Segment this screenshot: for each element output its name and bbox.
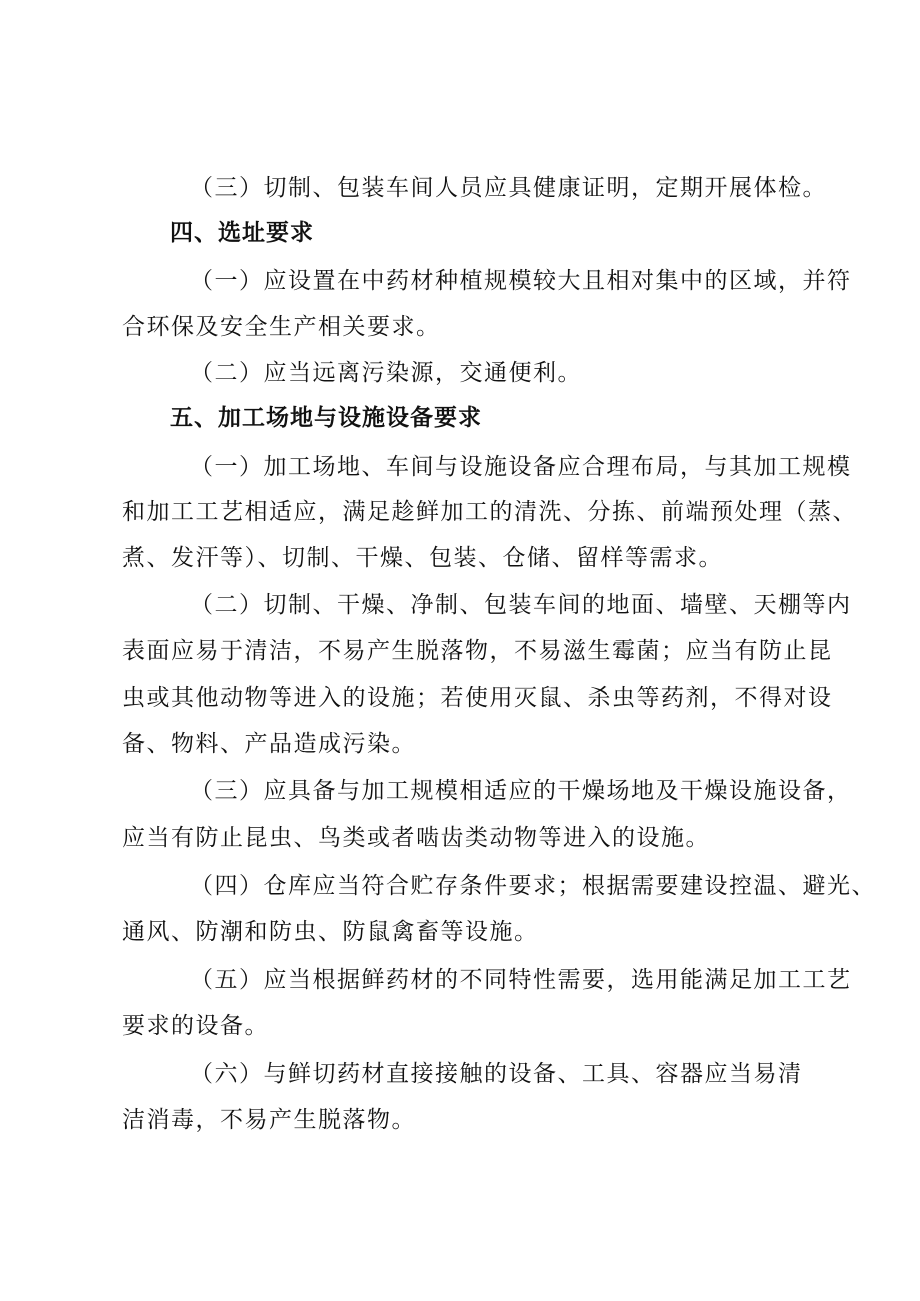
- section-heading-site-selection: 四、选址要求: [170, 220, 314, 246]
- section-heading-facilities: 五、加工场地与设施设备要求: [170, 405, 482, 431]
- paragraph-site-pollution: （二）应当远离污染源，交通便利。: [190, 360, 582, 386]
- paragraph-equipment-line2: 要求的设备。: [122, 1013, 269, 1039]
- paragraph-warehouse-line2: 通风、防潮和防虫、防鼠禽畜等设施。: [122, 919, 539, 945]
- paragraph-site-region-line2: 合环保及安全生产相关要求。: [122, 314, 441, 340]
- paragraph-contact-line1: （六）与鲜切药材直接接触的设备、工具、容器应当易清: [190, 1061, 803, 1087]
- paragraph-workshop-line4: 备、物料、产品造成污染。: [122, 731, 416, 757]
- paragraph-drying-line1: （三）应具备与加工规模相适应的干燥场地及干燥设施设备，: [190, 778, 852, 804]
- paragraph-layout-line1: （一）加工场地、车间与设施设备应合理布局，与其加工规模: [190, 454, 852, 480]
- paragraph-workshop-line2: 表面应易于清洁，不易产生脱落物，不易滋生霉菌；应当有防止昆: [122, 638, 833, 664]
- paragraph-layout-line3: 煮、发汗等）、切制、干燥、包装、仓储、留样等需求。: [122, 545, 723, 571]
- paragraph-health-certificate: （三）切制、包装车间人员应具健康证明，定期开展体检。: [190, 175, 827, 201]
- paragraph-contact-line2: 洁消毒，不易产生脱落物。: [122, 1107, 416, 1133]
- paragraph-equipment-line1: （五）应当根据鲜药材的不同特性需要，选用能满足加工工艺: [190, 967, 852, 993]
- paragraph-site-region-line1: （一）应设置在中药材种植规模较大且相对集中的区域，并符: [190, 268, 852, 294]
- paragraph-layout-line2: 和加工工艺相适应，满足趁鲜加工的清洗、分拣、前端预处理（蒸、: [122, 499, 857, 525]
- paragraph-workshop-line1: （二）切制、干燥、净制、包装车间的地面、墙壁、天棚等内: [190, 592, 852, 618]
- paragraph-warehouse-line1: （四）仓库应当符合贮存条件要求；根据需要建设控温、避光、: [190, 873, 876, 899]
- paragraph-workshop-line3: 虫或其他动物等进入的设施；若使用灭鼠、杀虫等药剂，不得对设: [122, 685, 833, 711]
- paragraph-drying-line2: 应当有防止昆虫、鸟类或者啮齿类动物等进入的设施。: [122, 825, 710, 851]
